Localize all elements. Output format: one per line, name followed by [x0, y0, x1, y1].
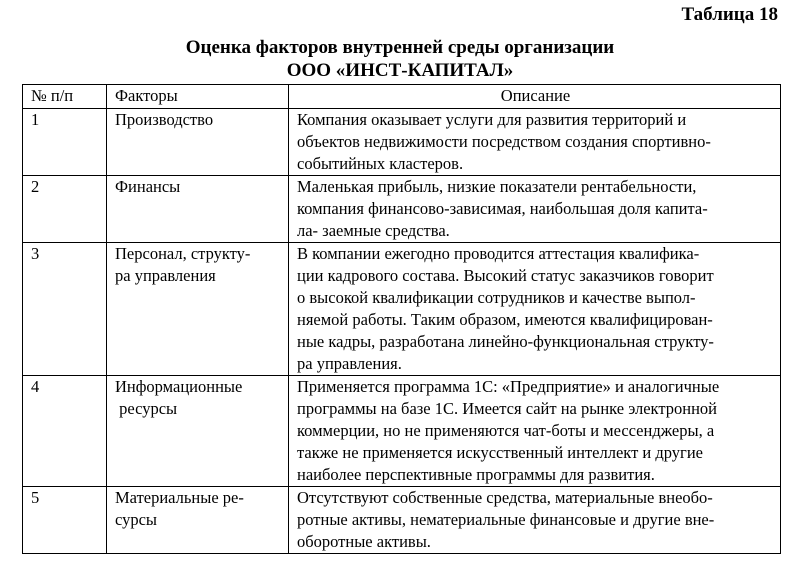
row-factor — [107, 176, 289, 243]
factor-line: сурсы — [115, 510, 158, 529]
description-line: наиболее перспективные программы для развития. — [297, 465, 655, 484]
description-line: Маленькая прибыль, низкие показатели рентабельности, — [297, 177, 697, 196]
description-line: коммерции, но не применяются чат-боты и мессенджеры, а — [297, 421, 715, 440]
description-line: объектов недвижимости посредством создания спортивно- — [297, 132, 711, 151]
row-number: 2 — [23, 176, 107, 243]
description-line: ра управления. — [297, 354, 402, 373]
row-description — [289, 243, 781, 376]
description-line: Отсутствуют собственные средства, материальные внеобо- — [297, 488, 713, 507]
header-factors: Факторы — [107, 85, 289, 109]
row-description — [289, 487, 781, 554]
factor-line: Информационные — [115, 377, 243, 396]
description-line: В компании ежегодно проводится аттестация квалифика- — [297, 244, 700, 263]
description-line: Компания оказывает услуги для развития территорий и — [297, 110, 687, 129]
factor-line: ра управления — [115, 266, 216, 285]
factor-line: Персонал, структу- — [115, 244, 251, 263]
table-row-3 — [23, 243, 781, 376]
row-number: 3 — [23, 243, 107, 376]
row-factor — [107, 376, 289, 487]
table-row-5 — [23, 487, 781, 554]
factor-line: Финансы — [115, 177, 181, 196]
description-line: оборотные активы. — [297, 532, 431, 551]
description-line: няемой работы. Таким образом, имеются квалифицирован- — [297, 310, 713, 329]
row-number: 4 — [23, 376, 107, 487]
factors-table — [22, 84, 781, 554]
description-line: ные кадры, разработана линейно-функциональная структу- — [297, 332, 714, 351]
row-factor — [107, 487, 289, 554]
table-row-1 — [23, 109, 781, 176]
description-line: ла- заемные средства. — [297, 221, 450, 240]
row-description — [289, 176, 781, 243]
factor-line: ресурсы — [115, 399, 178, 418]
description-line: также не применяется искусственный интеллект и другие — [297, 443, 703, 462]
description-line: о высокой квалификации сотрудников и качестве выпол- — [297, 288, 696, 307]
row-number: 1 — [23, 109, 107, 176]
header-number: № п/п — [23, 85, 107, 109]
description-line: Применяется программа 1С: «Предприятие» и аналогичные — [297, 377, 720, 396]
description-line: событийных кластеров. — [297, 154, 464, 173]
row-factor — [107, 109, 289, 176]
factor-line: Производство — [115, 110, 214, 129]
description-line: ции кадрового состава. Высокий статус заказчиков говорит — [297, 266, 714, 285]
factor-line: Материальные ре- — [115, 488, 244, 507]
description-line: программы на базе 1С. Имеется сайт на рынке электронной — [297, 399, 717, 418]
table-row-2 — [23, 176, 781, 243]
table-title-line-2: ООО «ИНСТ-КАПИТАЛ» — [286, 60, 514, 81]
row-factor — [107, 243, 289, 376]
description-line: ротные активы, нематериальные финансовые и другие вне- — [297, 510, 715, 529]
header-description: Описание — [289, 85, 781, 109]
table-number: Таблица 18 — [681, 4, 778, 25]
table-row-4 — [23, 376, 781, 487]
row-description — [289, 109, 781, 176]
description-line: компания финансово-зависимая, наибольшая доля капита- — [297, 199, 708, 218]
row-number: 5 — [23, 487, 107, 554]
header-row — [23, 85, 781, 109]
table-title-line-1: Оценка факторов внутренней среды организации — [185, 37, 615, 58]
row-description — [289, 376, 781, 487]
